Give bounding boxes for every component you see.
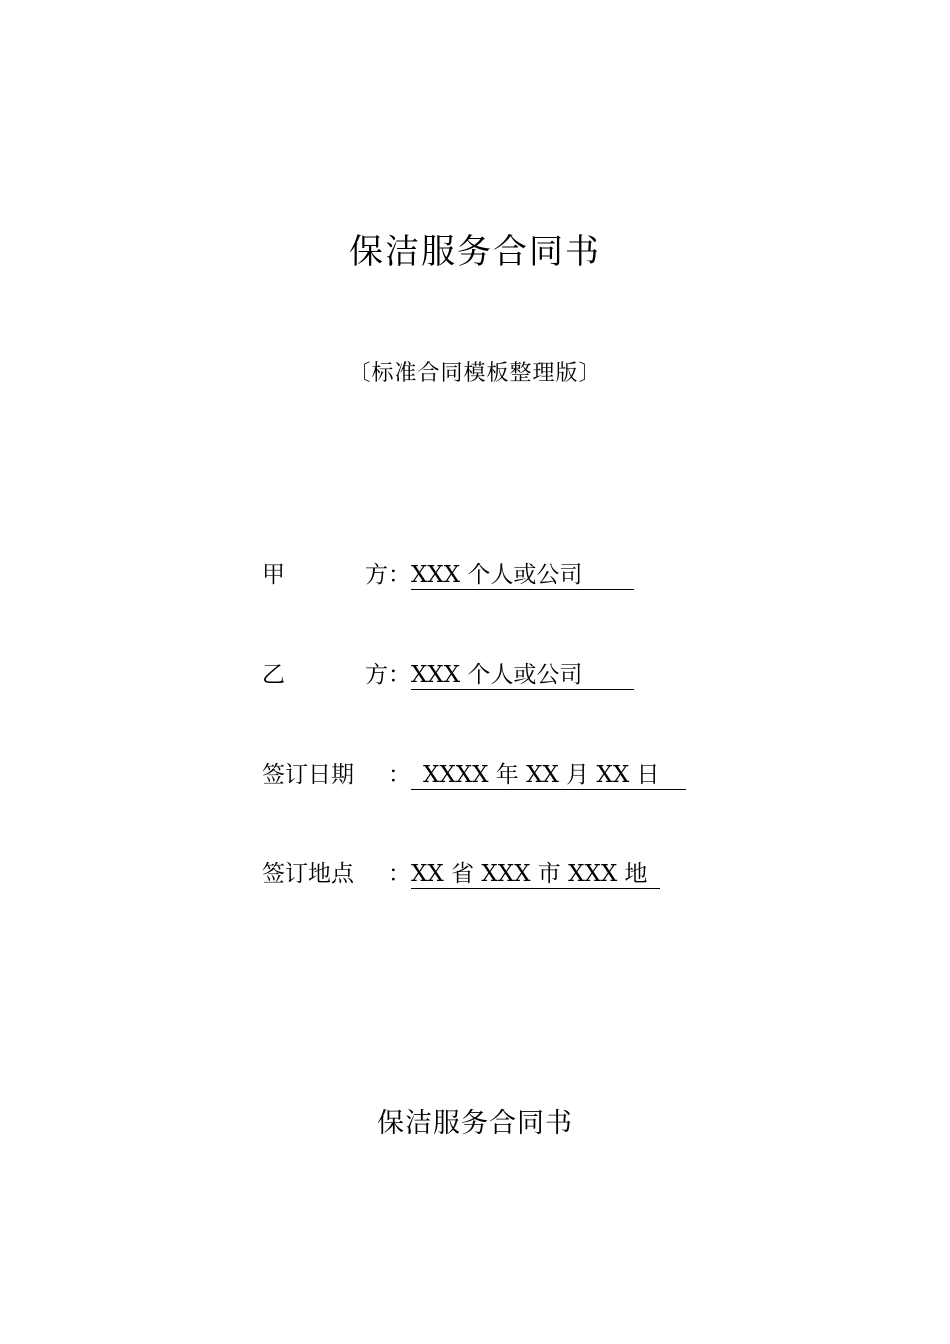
party-b-value: XXX 个人或公司 xyxy=(411,661,634,690)
party-b-label-char-1: 乙 xyxy=(262,662,285,688)
party-a-field xyxy=(262,558,634,592)
party-a-label-char-2: 方 xyxy=(365,562,388,588)
signing-date-value: XXXX 年 XX 月 XX 日 xyxy=(411,761,686,790)
signing-date-field xyxy=(262,758,686,792)
party-a-label xyxy=(262,558,388,592)
signing-place-field xyxy=(262,857,660,891)
party-a-label-char-1: 甲 xyxy=(262,562,285,588)
document-title: 保洁服务合同书 xyxy=(349,232,601,272)
party-b-label-char-2: 方 xyxy=(365,662,388,688)
party-b-colon: ： xyxy=(388,662,411,688)
body-title: 保洁服务合同书 xyxy=(377,1108,573,1139)
party-a-colon: ： xyxy=(388,562,411,588)
party-b-field xyxy=(262,658,634,692)
party-a-value: XXX 个人或公司 xyxy=(411,561,634,590)
document-subtitle: 〔标准合同模板整理版〕 xyxy=(348,361,602,386)
signing-date-label: 签订日期 xyxy=(262,762,354,788)
signing-place-colon: ： xyxy=(388,861,411,887)
signing-date-colon: ： xyxy=(388,762,411,788)
party-b-label xyxy=(262,658,388,692)
signing-place-label: 签订地点 xyxy=(262,861,354,887)
signing-place-value: XX 省 XXX 市 XXX 地 xyxy=(411,860,660,889)
